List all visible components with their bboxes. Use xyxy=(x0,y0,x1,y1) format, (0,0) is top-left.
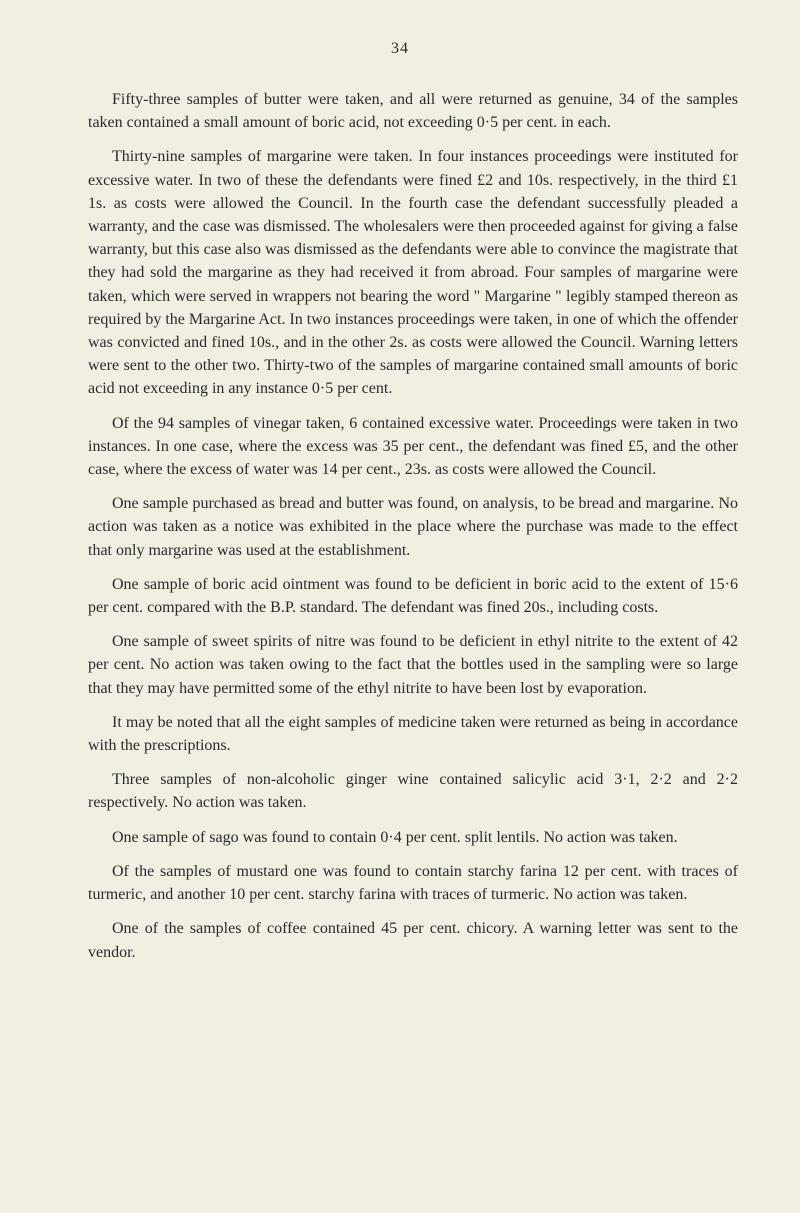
paragraph-sago: One sample of sago was found to contain 0·4 per cent. split lentils. No action was taken. xyxy=(112,828,678,846)
paragraph-ginger-wine: Three samples of non-alcoholic ginger wine contained salicylic acid 3·1, 2·2 and 2·2 respectively. No action was taken. xyxy=(88,771,738,812)
paragraph-margarine-samples: Thirty-nine samples of margarine were taken. In four instances proceedings were instituted for excessive water. In two of these the defendants were fined £2 and 10s. respectively, in the third £1 1s. as costs were allowed the Council. In the fourth case the defendant successfully pleaded a warranty, and the case was dismissed. The wholesalers were then proceeded against for giving a false warranty, but this case also was dismissed as the defendants were able to convince the magistrate that they had sold the margarine as they had received it from abroad. Four samples of margarine were taken, which were served in wrappers not bearing the word " Margarine " legibly stamped thereon as required by the Margarine Act. In two instances proceedings were taken, in one of which the offender was convicted and fined 10s., and in the other 2s. as costs were allowed the Council. Warning letters were sent to the other two. Thirty-two of the samples of margarine contained small amounts of boric acid not exceeding in any instance 0·5 per cent. xyxy=(88,148,738,398)
report-body xyxy=(88,88,738,975)
page-number: 34 xyxy=(391,40,409,57)
paragraph-coffee: One of the samples of coffee contained 45 per cent. chicory. A warning letter was sent to the vendor. xyxy=(88,920,738,961)
paragraph-boric-acid-ointment: One sample of boric acid ointment was found to be deficient in boric acid to the extent of 15·6 per cent. compared with the B.P. standard. The defendant was fined 20s., including costs. xyxy=(88,575,738,617)
paragraph-vinegar-samples: Of the 94 samples of vinegar taken, 6 contained excessive water. Proceedings were taken in two instances. In one case, where the excess was 35 per cent., the defendant was fined £5, and the other case, where the excess of water was 14 per cent., 23s. as costs were allowed the Council. xyxy=(88,414,738,479)
paragraph-medicine-samples: It may be noted that all the eight samples of medicine taken were returned as being in accordance with the prescriptions. xyxy=(88,713,738,755)
paragraph-sweet-spirits-of-nitre: One sample of sweet spirits of nitre was found to be deficient in ethyl nitrite to the extent of 42 per cent. No action was taken owing to the fact that the bottles used in the sampling were so large that they may have permitted some of the ethyl nitrite to have been lost by evaporation. xyxy=(88,633,738,697)
paragraph-mustard: Of the samples of mustard one was found to contain starchy farina 12 per cent. with traces of turmeric, and another 10 per cent. starchy farina with traces of turmeric. No action was taken. xyxy=(88,862,738,904)
paragraph-bread-and-butter: One sample purchased as bread and butter was found, on analysis, to be bread and margarine. No action was taken as a notice was exhibited in the place where the purchase was made to the effect that only margarine was used at the establishment. xyxy=(88,495,738,559)
paragraph-butter-samples: Fifty-three samples of butter were taken, and all were returned as genuine, 34 of the samples taken contained a small amount of boric acid, not exceeding 0·5 per cent. in each. xyxy=(88,91,738,132)
